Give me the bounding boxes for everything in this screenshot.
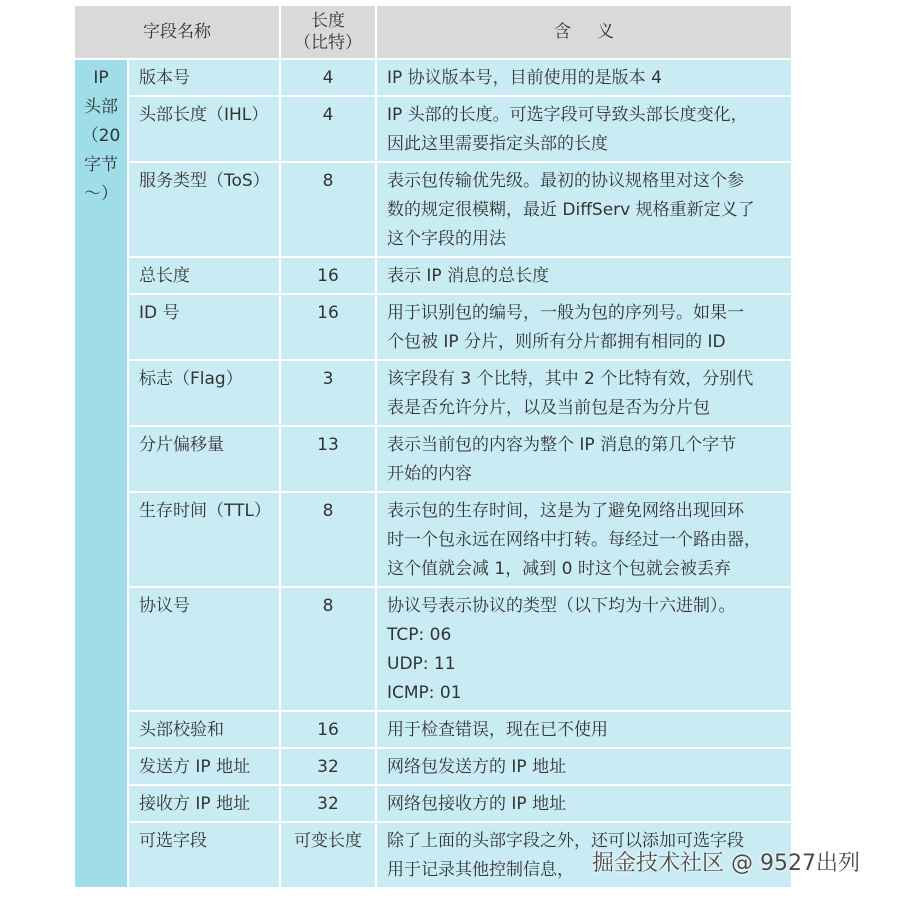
meaning-line: 网络包发送方的 IP 地址: [387, 757, 567, 777]
meaning-line: 开始的内容: [387, 464, 472, 484]
meaning-line: 个包被 IP 分片，则所有分片都拥有相同的 ID: [387, 332, 726, 352]
table-row: [74, 711, 792, 748]
field-length-cell: 8: [280, 587, 376, 711]
field-meaning-cell: [376, 360, 792, 426]
field-name-cell: 服务类型（ToS）: [128, 162, 280, 257]
field-meaning-cell: [376, 492, 792, 587]
field-name-cell: 接收方 IP 地址: [128, 785, 280, 822]
field-length-cell: 16: [280, 711, 376, 748]
ip-header-table: [73, 4, 793, 889]
header-meaning-label: 含义: [554, 22, 640, 42]
table-row: [74, 59, 792, 96]
meaning-line: 用于检查错误，现在已不使用: [387, 720, 608, 740]
meaning-line: 该字段有 3 个比特，其中 2 个比特有效，分别代: [387, 369, 754, 389]
header-length: [280, 5, 376, 59]
table-row: [74, 748, 792, 785]
table-header-row: [74, 5, 792, 59]
table-row: [74, 785, 792, 822]
field-length-cell: 4: [280, 59, 376, 96]
field-name-cell: 可选字段: [128, 822, 280, 888]
group-label-line: 字节: [84, 155, 118, 175]
meaning-line: ICMP: 01: [387, 683, 462, 703]
field-length-cell: 3: [280, 360, 376, 426]
table-row: [74, 96, 792, 162]
group-cell-ip-header: [74, 59, 128, 888]
meaning-line: 表是否允许分片，以及当前包是否为分片包: [387, 398, 710, 418]
group-label-line: ～）: [84, 184, 118, 204]
field-name-cell: ID 号: [128, 294, 280, 360]
meaning-line: 表示 IP 消息的总长度: [387, 266, 550, 286]
table-row: [74, 492, 792, 587]
header-meaning: [376, 5, 792, 59]
field-length-cell: 32: [280, 748, 376, 785]
field-name-cell: 分片偏移量: [128, 426, 280, 492]
table-row: [74, 360, 792, 426]
table-row: [74, 426, 792, 492]
meaning-line: IP 协议版本号，目前使用的是版本 4: [387, 68, 662, 88]
field-meaning-cell: [376, 711, 792, 748]
field-meaning-cell: [376, 257, 792, 294]
field-length-cell: 16: [280, 257, 376, 294]
field-length-cell: 可变长度: [280, 822, 376, 888]
meaning-line: TCP: 06: [387, 625, 452, 645]
header-length-line1: 长度: [311, 11, 345, 31]
field-name-cell: 头部长度（IHL）: [128, 96, 280, 162]
meaning-line: 因此这里需要指定头部的长度: [387, 134, 608, 154]
field-length-cell: 32: [280, 785, 376, 822]
meaning-line: 表示包传输优先级。最初的协议规格里对这个参: [387, 171, 744, 191]
meaning-line: 除了上面的头部字段之外，还可以添加可选字段: [387, 831, 744, 851]
group-label-line: 头部: [84, 97, 118, 117]
group-label-line: （20: [81, 126, 121, 146]
field-meaning-cell: [376, 162, 792, 257]
field-meaning-cell: [376, 59, 792, 96]
field-meaning-cell: [376, 785, 792, 822]
meaning-line: 用于识别包的编号，一般为包的序列号。如果一: [387, 303, 744, 323]
meaning-line: 这个字段的用法: [387, 229, 506, 249]
field-name-cell: 版本号: [128, 59, 280, 96]
header-length-line2: （比特）: [294, 33, 362, 53]
meaning-line: 网络包接收方的 IP 地址: [387, 794, 567, 814]
table-row: [74, 257, 792, 294]
table-row: [74, 294, 792, 360]
field-length-cell: 8: [280, 492, 376, 587]
field-length-cell: 8: [280, 162, 376, 257]
field-meaning-cell: [376, 587, 792, 711]
field-name-cell: 协议号: [128, 587, 280, 711]
field-meaning-cell: [376, 96, 792, 162]
meaning-line: 数的规定很模糊，最近 DiffServ 规格重新定义了: [387, 200, 755, 220]
table-body: [74, 59, 792, 888]
meaning-line: 表示包的生存时间，这是为了避免网络出现回环: [387, 501, 744, 521]
field-length-cell: 4: [280, 96, 376, 162]
field-meaning-cell: [376, 426, 792, 492]
meaning-line: 协议号表示协议的类型（以下均为十六进制）。: [387, 596, 736, 616]
meaning-line: UDP: 11: [387, 654, 456, 674]
header-field-name: 字段名称: [74, 5, 280, 59]
field-name-cell: 发送方 IP 地址: [128, 748, 280, 785]
meaning-line: IP 头部的长度。可选字段可导致头部长度变化，: [387, 105, 748, 125]
group-label-line: IP: [93, 68, 109, 88]
field-name-cell: 头部校验和: [128, 711, 280, 748]
field-meaning-cell: [376, 294, 792, 360]
field-length-cell: 13: [280, 426, 376, 492]
meaning-line: 用于记录其他控制信息，: [387, 860, 574, 880]
meaning-line: 时一个包永远在网络中打转。每经过一个路由器，: [387, 530, 761, 550]
meaning-line: 表示当前包的内容为整个 IP 消息的第几个字节: [387, 435, 737, 455]
field-name-cell: 标志（Flag）: [128, 360, 280, 426]
field-meaning-cell: [376, 748, 792, 785]
table-row: [74, 162, 792, 257]
meaning-line: 这个值就会减 1，减到 0 时这个包就会被丢弃: [387, 559, 731, 579]
field-name-cell: 总长度: [128, 257, 280, 294]
field-length-cell: 16: [280, 294, 376, 360]
table-row: [74, 587, 792, 711]
field-name-cell: 生存时间（TTL）: [128, 492, 280, 587]
watermark: 掘金技术社区 @ 9527出列: [592, 851, 860, 876]
